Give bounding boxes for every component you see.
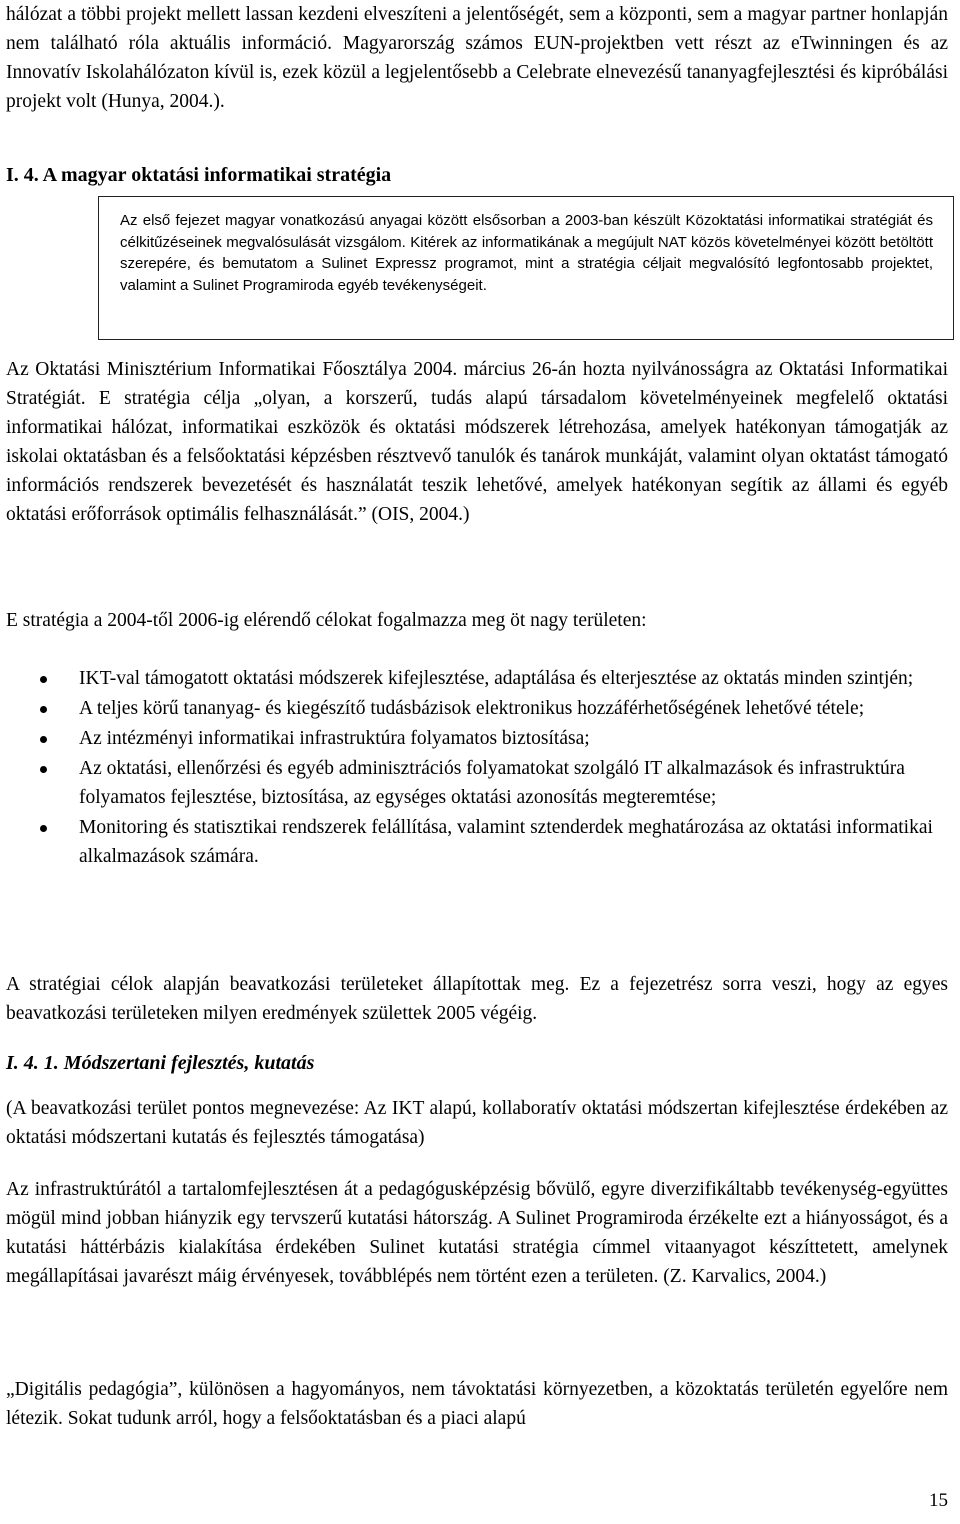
paragraph-digital: „Digitális pedagógia”, különösen a hagyományos, nem távoktatási környezetben, a közoktatás területén egyelőre nem létezik. Sokat tudunk arról, hogy a felsőoktatásban és a piaci alapú — [6, 1379, 948, 1429]
paragraph-goals-intro: E stratégia a 2004-től 2006-ig elérendő célokat fogalmazza meg öt nagy területen: — [6, 610, 647, 631]
bullet-icon — [40, 736, 47, 743]
bullet-icon — [40, 766, 47, 773]
page-number: 15 — [929, 1490, 948, 1511]
subsection-heading: I. 4. 1. Módszertani fejlesztés, kutatás — [6, 1052, 315, 1074]
bullet-icon — [40, 676, 47, 683]
paragraph-strategy: Az Oktatási Minisztérium Informatikai Főosztálya 2004. március 26-án hozta nyilvánosságra az Oktatási Informatikai Stratégiát. E stratégia célja „olyan, a korszerű, tudás alapú társadalom követelményeinek megfelelő oktatási informatikai hálózat, informatikai eszközök és oktatási módszerek létrehozása, amelyek hatékonyan támogatják az iskolai oktatásban és a felsőoktatási képzésben résztvevő tanulók és tanárok munkáját, valamint olyan oktatást támogató információs rendszerek bevezetését és használatát teszik lehetővé, amelyek hatékonyan segítik az állami és egyéb oktatási erőforrások optimális felhasználását.” (OIS, 2004.) — [6, 359, 948, 525]
list-item: Az intézményi informatikai infrastruktúra folyamatos biztosítása; — [0, 724, 948, 753]
list-item: Monitoring és statisztikai rendszerek felállítása, valamint sztenderdek meghatározása az oktatási informatikai alkalmazások számára. — [0, 813, 948, 871]
paragraph-infrastructure: Az infrastruktúrától a tartalomfejlesztésen át a pedagógusképzésig bővülő, egyre diverzifikáltabb tevékenység-együttes mögül mind jobban hiányzik egy tervszerű kutatási hátország. A Sulinet Programiroda érzékelte ezt a hiányosságot, és a kutatási háttérbázis kialakítása érdekében Sulinet kutatási stratégia címmel vitaanyagot készíttetett, amelynek megállapításai javarészt máig érvényesek, továbblépés nem történt ezen a területen. (Z. Karvalics, 2004.) — [6, 1179, 948, 1287]
section-heading: I. 4. A magyar oktatási informatikai stratégia — [6, 164, 392, 186]
bullet-icon — [40, 825, 47, 832]
intro-paragraph: hálózat a többi projekt mellett lassan kezdeni elveszíteni a jelentőségét, sem a központi, sem a magyar partner honlapján nem található róla aktuális információ. Magyarország számos EUN-projektben vett részt az eTwinningen és az Innovatív Iskolahálózaton kívül is, ezek közül a legjelentősebb a Celebrate elnevezésű tananyagfejlesztési és kipróbálási projekt volt (Hunya, 2004.). — [6, 4, 948, 112]
list-item: Az oktatási, ellenőrzési és egyéb adminisztrációs folyamatokat szolgáló IT alkalmazások és infrastruktúra folyamatos fejlesztése, biztosítása, az egységes oktatási azonosítás megteremtése; — [0, 754, 948, 812]
goals-list — [0, 664, 948, 872]
summary-box-text: Az első fejezet magyar vonatkozású anyagai között elsősorban a 2003-ban készült Közoktatási informatikai stratégiát és célkitűzéseinek megvalósulását vizsgálom. Kitérek az informatikának a megújult NAT közös követelményei között betöltött szerepére, és bemutatom a Sulinet Expressz programot, mint a stratégia céljait megvalósító legfontosabb projektet, valamint a Sulinet Programiroda egyéb tevékenységeit. — [120, 212, 933, 294]
paragraph-subsection-note: (A beavatkozási terület pontos megnevezése: Az IKT alapú, kollaboratív oktatási módszertan kifejlesztése érdekében az oktatási módszertani kutatás és fejlesztés támogatása) — [6, 1098, 948, 1148]
list-item: A teljes körű tananyag- és kiegészítő tudásbázisok elektronikus hozzáférhetőségének lehetővé tétele; — [0, 694, 948, 723]
list-item: IKT-val támogatott oktatási módszerek kifejlesztése, adaptálása és elterjesztése az oktatás minden szintjén; — [0, 664, 948, 693]
paragraph-areas: A stratégiai célok alapján beavatkozási területeket állapítottak meg. Ez a fejezetrész sorra veszi, hogy az egyes beavatkozási területeken milyen eredmények születtek 2005 végéig. — [6, 974, 948, 1024]
summary-box — [98, 196, 954, 340]
bullet-icon — [40, 706, 47, 713]
